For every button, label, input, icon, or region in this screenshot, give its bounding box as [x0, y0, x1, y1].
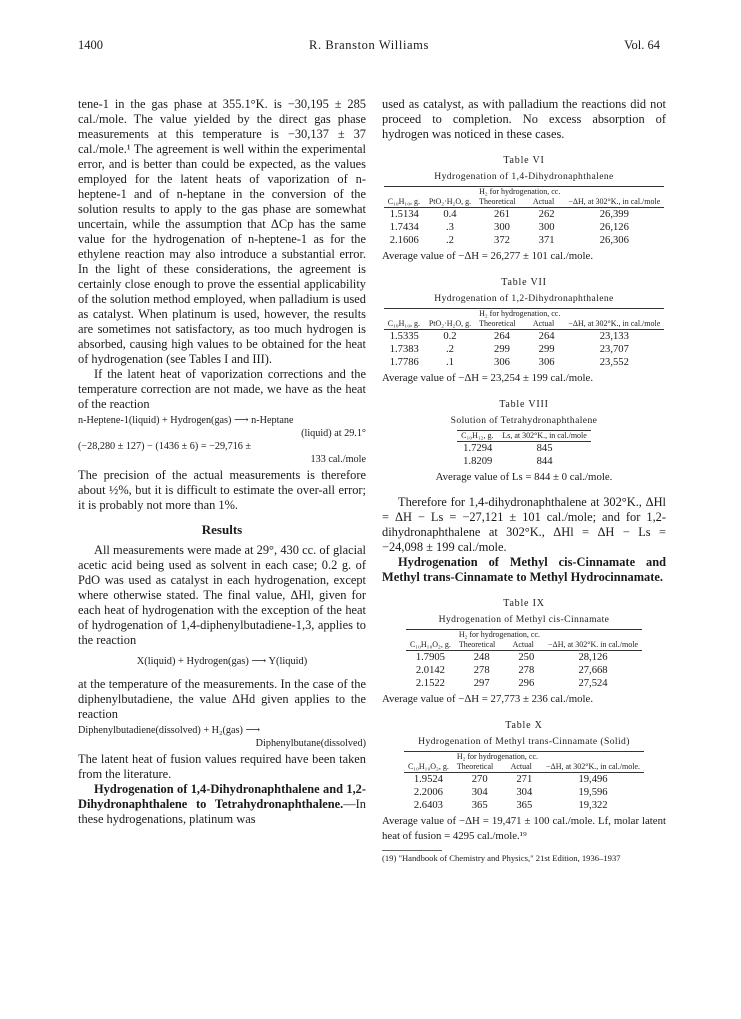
table-cell: 264: [494, 331, 510, 342]
table-label: Table X: [505, 720, 543, 731]
column-header: C₁₀H₁₀O₂, g.: [409, 640, 451, 649]
running-header: [78, 38, 660, 54]
column-header: C₁₀H₁₂, g.: [461, 431, 494, 440]
data-table: [404, 751, 644, 812]
column-header: Theoretical: [479, 319, 516, 328]
volume-label: Vol. 64: [624, 38, 660, 52]
column-header: PtO₂·H₂O, g.: [428, 319, 472, 328]
table-cell: 19,596: [578, 787, 608, 798]
table-cell: 0.4: [443, 209, 457, 220]
data-table: [384, 186, 665, 247]
equation-line: Diphenylbutadiene(dissolved) + H₂(gas) ⟶: [78, 725, 261, 736]
equation-line: n-Heptene-1(liquid) + Hydrogen(gas) ⟶ n-Heptane: [78, 415, 294, 426]
table-cell: 27,668: [578, 665, 608, 676]
data-table: [457, 430, 591, 468]
data-table: [406, 629, 642, 690]
table-cell: 1.5335: [389, 331, 419, 342]
table-cell: 28,126: [578, 652, 608, 663]
table-cell: 299: [538, 344, 555, 355]
table-row: [406, 651, 642, 665]
equation-heptene: [78, 414, 366, 466]
table-cell: 2.1606: [389, 235, 419, 246]
table-row: [404, 786, 644, 799]
paragraph: used as catalyst, as with palladium the reactions did not proceed to completion. No excess absorption of hydrogen was noticed in these cases.: [382, 97, 666, 141]
column-header: −ΔH, at 302°K., in cal./mole: [568, 319, 661, 328]
table-cell: 1.8209: [463, 456, 493, 467]
table-label: Table VI: [503, 155, 545, 166]
column-header: H₂ for hydrogenation, cc.: [458, 630, 541, 639]
table-cell: 19,322: [578, 800, 608, 811]
table-cell: 2.1522: [415, 678, 445, 689]
table-cell: 23,133: [599, 331, 629, 342]
table-average: Average value of Ls = 844 ± 0 cal./mole.: [435, 471, 613, 483]
equation-diphenylbutadiene: [78, 724, 366, 750]
column-header: −ΔH, at 302°K., in cal./mole.: [546, 762, 640, 771]
table-cell: 23,707: [599, 344, 629, 355]
table-cell: 297: [473, 678, 490, 689]
table-row: [384, 221, 665, 234]
table-label: Table VII: [501, 277, 547, 288]
table-cell: 304: [471, 787, 488, 798]
table-cell: 300: [494, 222, 510, 233]
column-header: C₁₀H₁₀O₂, g.: [407, 762, 449, 771]
left-column: [78, 97, 366, 827]
table-cell: 1.7294: [463, 443, 493, 454]
table-cell: .1: [446, 357, 454, 368]
table-row: [404, 799, 644, 812]
paragraph: The latent heat of fusion values required have been taken from the literature.: [78, 752, 366, 781]
paragraph: Therefore for 1,4-dihydronaphthalene at 302°K., ΔHl = ΔH − Ls = −27,121 ± 101 cal./mole; and for 1,2-dihydronaphthalene at 302°K., ΔHl = ΔH − Ls = −24,098 ± 199 cal./mole.: [382, 495, 666, 554]
table-row: [404, 773, 644, 787]
column-header: Theoretical: [458, 640, 496, 649]
table-cell: 262: [538, 209, 555, 220]
equation-line: 133 cal./mole: [310, 454, 366, 465]
table-row: [384, 330, 665, 344]
paragraph: tene-1 in the gas phase at 355.1°K. is −30,195 ± 285 cal./mole. The value yielded by the direct gas phase measurements at this temperature is −30,137 ± 37 cal./mole.¹ The agreement is well within the experimental error, and is better than could be expected, as the values employed for the latent heats of vaporization of n-heptene-1 and of n-heptane in the conversion of the solution results to apply to the gas phase are somewhat uncertain, while the assumption that ΔCp has the same value for the hydrogenation of n-heptene-1 as for the ethylene reaction may also introduce a substantial error. In the light of these considerations, the agreement is certainly close enough to prove the essential applicability of the solution method employed, when palladium is used as catalyst. When platinum is used, however, the results are sometimes not satisfactory, as too much hydrogen is absorbed, causing high values to be obtained for the heat of hydrogenation (see Tables I and III).: [78, 97, 366, 366]
table-row: [384, 356, 665, 369]
table-caption: Solution of Tetrahydronaphthalene: [450, 415, 598, 426]
table-cell: .2: [446, 344, 454, 355]
table-cell: 26,306: [599, 235, 629, 246]
equation-line: (−28,280 ± 127) − (1436 ± 6) = −29,716 ±: [78, 441, 252, 452]
table-ix: [382, 596, 666, 707]
paragraph-text: —In these hydrogenations, platinum was: [78, 797, 366, 826]
column-header: C₁₀H₁₀, g.: [387, 197, 420, 206]
table-cell: 365: [516, 800, 533, 811]
table-average: Average value of −ΔH = 19,471 ± 100 cal./mole. Lf, molar latent heat of fusion = 4295 cal./mole.¹⁹: [382, 815, 666, 842]
run-in-heading: Hydrogenation of Methyl cis-Cinnamate and Methyl trans-Cinnamate to Methyl Hydrocinnamate.: [382, 555, 666, 584]
column-header: Theoretical: [479, 197, 516, 206]
table-cell: 299: [494, 344, 510, 355]
column-header: Theoretical: [456, 762, 494, 771]
table-caption: Hydrogenation of 1,2-Dihydronaphthalene: [434, 293, 614, 304]
table-cell: 365: [471, 800, 488, 811]
table-cell: 1.9524: [413, 774, 443, 785]
run-in-heading: Hydrogenation of 1,4-Dihydronaphthalene and 1,2-Dihydronaphthalene to Tetrahydronaphthalene.: [78, 782, 366, 811]
paragraph: If the latent heat of vaporization corrections and the temperature correction are not made, we have as the heat of the reaction: [78, 367, 366, 411]
equation-general: X(liquid) + Hydrogen(gas) ⟶ Y(liquid): [136, 656, 308, 667]
table-caption: Hydrogenation of Methyl trans-Cinnamate (Solid): [418, 736, 630, 747]
table-cell: 278: [473, 665, 490, 676]
column-header: Actual: [532, 197, 555, 206]
table-cell: 0.2: [443, 331, 457, 342]
table-cell: 306: [538, 357, 555, 368]
table-row: [457, 442, 591, 456]
table-cell: 23,552: [599, 357, 629, 368]
table-cell: 304: [516, 787, 533, 798]
table-caption: Hydrogenation of Methyl cis-Cinnamate: [438, 614, 610, 625]
running-author: R. Branston Williams: [309, 38, 429, 52]
column-header: C₁₀H₁₀, g.: [387, 319, 420, 328]
data-table: [384, 308, 665, 369]
table-cell: 296: [518, 678, 535, 689]
table-cell: 844: [536, 456, 553, 467]
table-x: [382, 718, 666, 844]
table-label: Table VIII: [499, 399, 549, 410]
table-row: [384, 343, 665, 356]
table-cell: 1.5134: [389, 209, 419, 220]
column-header: Actual: [532, 319, 555, 328]
table-cell: 248: [473, 652, 490, 663]
table-cell: 26,126: [599, 222, 629, 233]
table-cell: 372: [494, 235, 510, 246]
table-cell: 2.6403: [413, 800, 443, 811]
table-row: [384, 208, 665, 222]
table-cell: 250: [518, 652, 535, 663]
column-header: Ls, at 302°K., in cal./mole: [502, 431, 587, 440]
table-cell: 1.7786: [389, 357, 419, 368]
table-cell: .3: [446, 222, 454, 233]
column-header: PtO₂·H₂O, g.: [428, 197, 472, 206]
table-cell: 27,524: [578, 678, 608, 689]
table-average: Average value of −ΔH = 27,773 ± 236 cal./mole.: [382, 693, 594, 705]
table-vi: [382, 153, 666, 264]
table-label: Table IX: [503, 598, 545, 609]
table-cell: 270: [471, 774, 488, 785]
table-cell: 264: [538, 331, 555, 342]
column-header: H₂ for hydrogenation, cc.: [456, 752, 539, 761]
table-cell: 371: [538, 235, 555, 246]
paragraph: at the temperature of the measurements. In the case of the diphenylbutadiene, the value ΔHd given applies to the reaction: [78, 677, 366, 721]
table-cell: 26,399: [599, 209, 629, 220]
column-header: −ΔH, at 302°K. in cal./mole: [548, 640, 638, 649]
column-header: H₂ for hydrogenation, cc.: [479, 187, 561, 196]
right-column: [382, 97, 666, 863]
table-row: [384, 234, 665, 247]
table-cell: 2.2006: [413, 787, 443, 798]
column-header: −ΔH, at 302°K., in cal./mole: [568, 197, 661, 206]
table-cell: 2.0142: [415, 665, 445, 676]
paragraph: [78, 782, 366, 827]
table-cell: 1.7383: [389, 344, 419, 355]
equation-line: Diphenylbutane(dissolved): [255, 738, 366, 749]
table-cell: 278: [518, 665, 535, 676]
table-cell: 261: [494, 209, 510, 220]
table-cell: 271: [516, 774, 533, 785]
column-header: Actual: [510, 762, 532, 771]
table-average: Average value of −ΔH = 26,277 ± 101 cal./mole.: [382, 250, 594, 262]
column-header: Actual: [512, 640, 534, 649]
table-row: [457, 455, 591, 468]
table-cell: 845: [536, 443, 553, 454]
table-row: [406, 664, 642, 677]
table-cell: 300: [538, 222, 555, 233]
table-cell: 1.7434: [389, 222, 419, 233]
table-vii: [382, 275, 666, 386]
paragraph: All measurements were made at 29°, 430 cc. of glacial acetic acid being used as solvent in each case; 0.2 g. of PdO was used as catalyst in each hydrogenation, except where otherwise stated. The final value, ΔHl, given for each heat of hydrogenation with the exception of the heat of hydrogenation of 1,4-diphenylbutadiene-1,3, applies to the reaction: [78, 543, 366, 647]
paragraph: The precision of the actual measurements is therefore about ½%, but it is difficult to estimate the over-all error; it is probably not more than 1%.: [78, 468, 366, 512]
table-cell: 306: [494, 357, 510, 368]
table-cell: 1.7905: [415, 652, 445, 663]
table-caption: Hydrogenation of 1,4-Dihydronaphthalene: [434, 171, 614, 182]
table-viii: [382, 397, 666, 485]
table-row: [406, 677, 642, 690]
column-header: H₂ for hydrogenation, cc.: [479, 309, 561, 318]
section-heading: Results: [201, 522, 243, 537]
table-cell: 19,496: [578, 774, 608, 785]
equation-line: (liquid) at 29.1°: [301, 428, 366, 439]
footnote: (19) "Handbook of Chemistry and Physics," 21st Edition, 1936–1937: [382, 853, 621, 863]
page-number: 1400: [78, 38, 103, 52]
table-average: Average value of −ΔH = 23,254 ± 199 cal./mole.: [382, 372, 594, 384]
table-cell: .2: [446, 235, 454, 246]
